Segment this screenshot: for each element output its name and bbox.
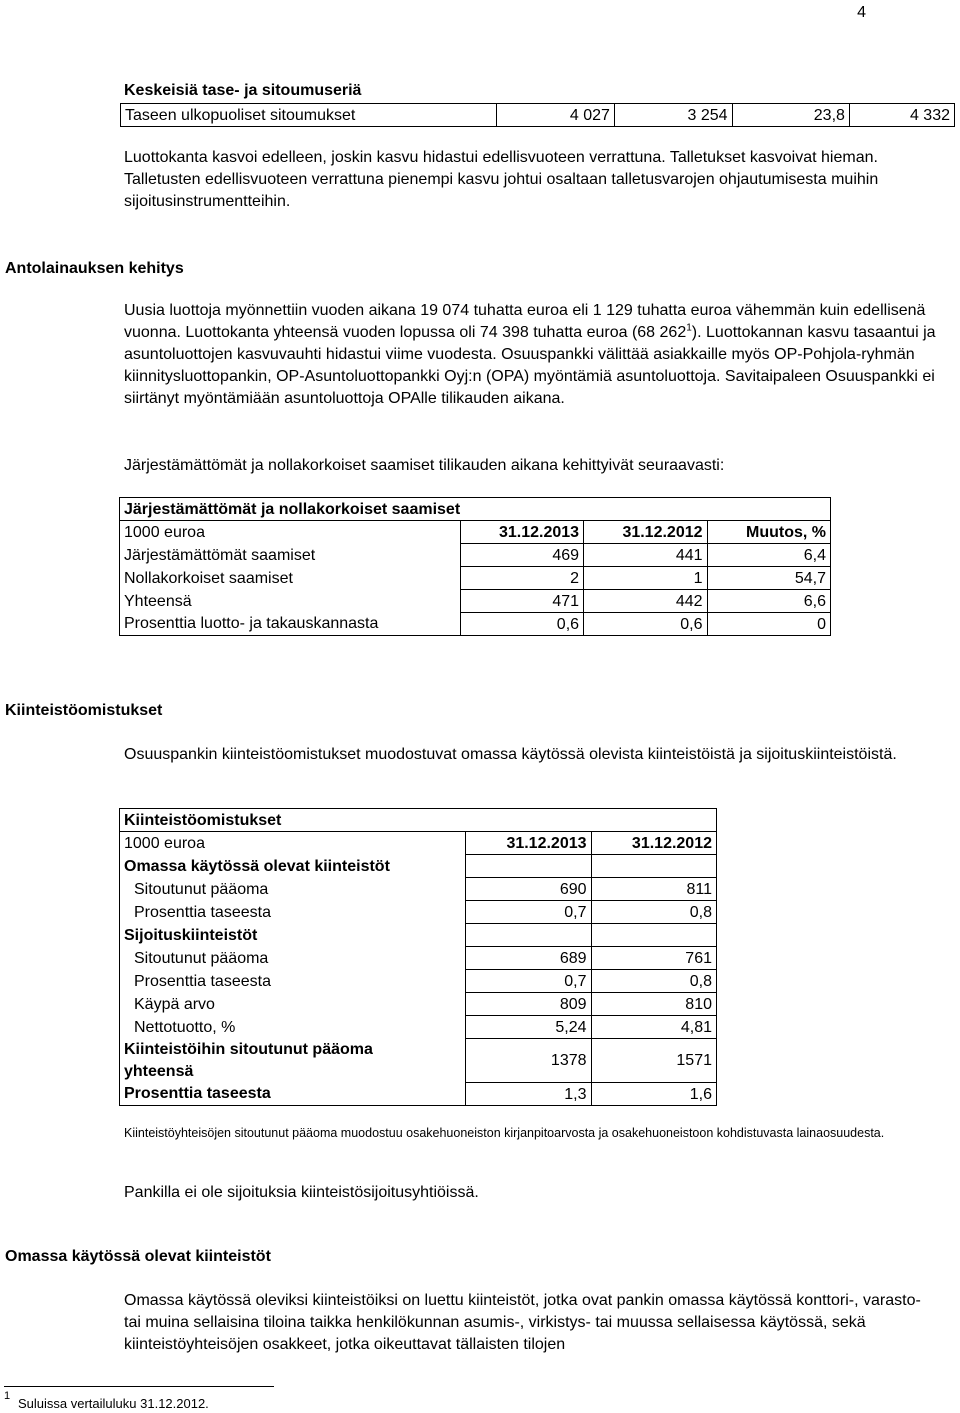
cell: 4,81 [591, 1016, 716, 1039]
row-label: Prosenttia taseesta [134, 903, 271, 921]
paragraph [124, 300, 936, 410]
row-label: Prosenttia luotto- ja takauskannasta [124, 615, 379, 633]
row-label: Sitoutunut pääoma [134, 949, 269, 967]
npl-table [119, 497, 831, 636]
table-title: Järjestämättömät ja nollakorkoiset saamiset [120, 498, 831, 521]
column-header: 31.12.2012 [584, 521, 707, 544]
table-row [120, 1016, 717, 1039]
table-header-row [120, 521, 831, 544]
cell: 1,6 [591, 1083, 716, 1106]
text: ). [691, 324, 702, 341]
real-estate-table [119, 808, 717, 1106]
table-row [120, 970, 717, 993]
cell: 442 [584, 590, 707, 613]
cell: 1,3 [466, 1083, 591, 1106]
text: Uusia luottoja myönnettiin vuoden aikana 19 074 tuhatta euroa eli 1 129 tuhatta euroa vähemmän kuin edellisenä vuonna. [124, 302, 926, 341]
cell: 1 [584, 567, 707, 590]
cell: 3 254 [614, 104, 732, 127]
cell: 0,8 [591, 970, 716, 993]
cell: 0,7 [466, 970, 591, 993]
cell: 0 [707, 613, 830, 636]
text: Luottokannan kasvu tasaantui ja asuntoluottojen kasvuvauhti hidastui viime vuodesta. Osuuspankki välittää asiakkaille myös OP-Pohjola-ryhmän kiinnitysluottopankin, OP-Asuntoluottopankki Oyj:n (OPA) myöntämiä asuntoluottoja. [124, 324, 936, 385]
small-note: Kiinteistöyhteisöjen sitoutunut pääoma muodostuu osakehuoneiston kirjanpitoarvosta ja osakehuoneistoon kohdistuvasta lainaosuudesta. [124, 1126, 885, 1140]
row-label-line: Kiinteistöihin sitoutunut pääoma [124, 1040, 373, 1058]
table-row [120, 567, 831, 590]
table-row [120, 613, 831, 636]
row-label: Käypä arvo [134, 995, 215, 1013]
group-row [120, 855, 717, 878]
table-header-row [120, 832, 717, 855]
cell: 811 [591, 878, 716, 901]
cell: 4 332 [849, 104, 954, 127]
paragraph: Pankilla ei ole sijoituksia kiinteistösijoitusyhtiöissä. [124, 1184, 479, 1201]
text: Luottokanta yhteensä vuoden lopussa oli 74 398 tuhatta euroa (68 262 [185, 324, 687, 341]
cell: 54,7 [707, 567, 830, 590]
table-row [120, 544, 831, 567]
group-label: Sijoituskiinteistöt [124, 926, 258, 944]
footnote-separator [4, 1386, 274, 1387]
cell [466, 855, 591, 878]
section-heading: Antolainauksen kehitys [5, 260, 184, 277]
cell: 23,8 [732, 104, 849, 127]
table-row [120, 993, 717, 1016]
text: Savitaipaleen Osuuspankki ei siirtänyt myöntämiään asuntoluottoja OPAlle tilikauden aikana. [124, 368, 935, 407]
column-header: 31.12.2012 [591, 832, 716, 855]
column-header: 31.12.2013 [460, 521, 583, 544]
table-title: Kiinteistöomistukset [120, 809, 717, 832]
paragraph: Luottokanta kasvoi edelleen, joskin kasvu hidastui edellisvuoteen verrattuna. Talletukset kasvoivat hieman. Talletusten edellisvuoteen verrattuna pienempi kasvu johtui osaltaan talletusvarojen ohjautumisesta muihin sijoitusinstrumentteihin. [124, 149, 879, 210]
group-label: Omassa käytössä olevat kiinteistöt [124, 857, 390, 875]
table-row [120, 947, 717, 970]
table-row [121, 104, 955, 127]
paragraph: Omassa käytössä oleviksi kiinteistöiksi on luettu kiinteistöt, jotka ovat pankin omassa käytössä konttori-, varasto- tai muina sellaisina tiloina taikka henkilökunnan asumis-, virkistys- tai muussa sellaisessa käytössä, sekä kiinteistöyhteisöjen osakkeet, jotka oikeuttavat tällaisten tilojen [124, 1292, 921, 1353]
row-label: Sitoutunut pääoma [134, 880, 269, 898]
paragraph: Järjestämättömät ja nollakorkoiset saamiset tilikauden aikana kehittyivät seuraavasti: [124, 457, 725, 474]
column-header: Muutos, % [707, 521, 830, 544]
cell: 690 [466, 878, 591, 901]
cell: 761 [591, 947, 716, 970]
section-heading: Omassa käytössä olevat kiinteistöt [5, 1248, 271, 1265]
footnote-ref: 1 [686, 322, 692, 334]
table-title-row [120, 498, 831, 521]
row-label: Taseen ulkopuoliset sitoumukset [121, 104, 497, 127]
table-title-row [120, 809, 717, 832]
unit-label: 1000 euroa [124, 834, 205, 852]
cell: 4 027 [497, 104, 615, 127]
table-row [120, 878, 717, 901]
cell: 6,4 [707, 544, 830, 567]
paragraph: Osuuspankin kiinteistöomistukset muodostuvat omassa käytössä olevista kiinteistöistä ja sijoituskiinteistöistä. [124, 746, 897, 763]
section-heading: Kiinteistöomistukset [5, 702, 163, 719]
key-figures-table [120, 103, 955, 127]
cell: 1378 [466, 1039, 591, 1083]
row-label: Järjestämättömät saamiset [124, 546, 316, 564]
cell [466, 924, 591, 947]
table-row [120, 901, 717, 924]
key-figures-heading: Keskeisiä tase- ja sitoumuseriä [124, 82, 362, 99]
row-label: Prosenttia taseesta [134, 972, 271, 990]
cell: 810 [591, 993, 716, 1016]
table-row [120, 590, 831, 613]
footnote-mark: 1 [4, 1390, 11, 1402]
column-header: 31.12.2013 [466, 832, 591, 855]
row-label: Nollakorkoiset saamiset [124, 569, 293, 587]
row-label: Prosenttia taseesta [124, 1085, 271, 1103]
row-label-line: yhteensä [124, 1062, 194, 1080]
row-label: Yhteensä [124, 592, 192, 610]
row-label: Nettotuotto, % [134, 1018, 236, 1036]
cell [591, 855, 716, 878]
cell: 0,7 [466, 901, 591, 924]
unit-label: 1000 euroa [124, 523, 205, 541]
cell: 469 [460, 544, 583, 567]
cell: 2 [460, 567, 583, 590]
footnote-text: Suluissa vertailuluku 31.12.2012. [18, 1396, 209, 1411]
cell: 689 [466, 947, 591, 970]
cell: 0,8 [591, 901, 716, 924]
cell: 0,6 [460, 613, 583, 636]
cell: 1571 [591, 1039, 716, 1083]
cell [591, 924, 716, 947]
cell: 6,6 [707, 590, 830, 613]
page-number: 4 [857, 4, 866, 21]
cell: 0,6 [584, 613, 707, 636]
cell: 471 [460, 590, 583, 613]
group-row [120, 924, 717, 947]
cell: 441 [584, 544, 707, 567]
cell: 809 [466, 993, 591, 1016]
row-label [120, 1039, 466, 1083]
cell: 5,24 [466, 1016, 591, 1039]
table-row [120, 1083, 717, 1106]
table-row [120, 1039, 717, 1083]
